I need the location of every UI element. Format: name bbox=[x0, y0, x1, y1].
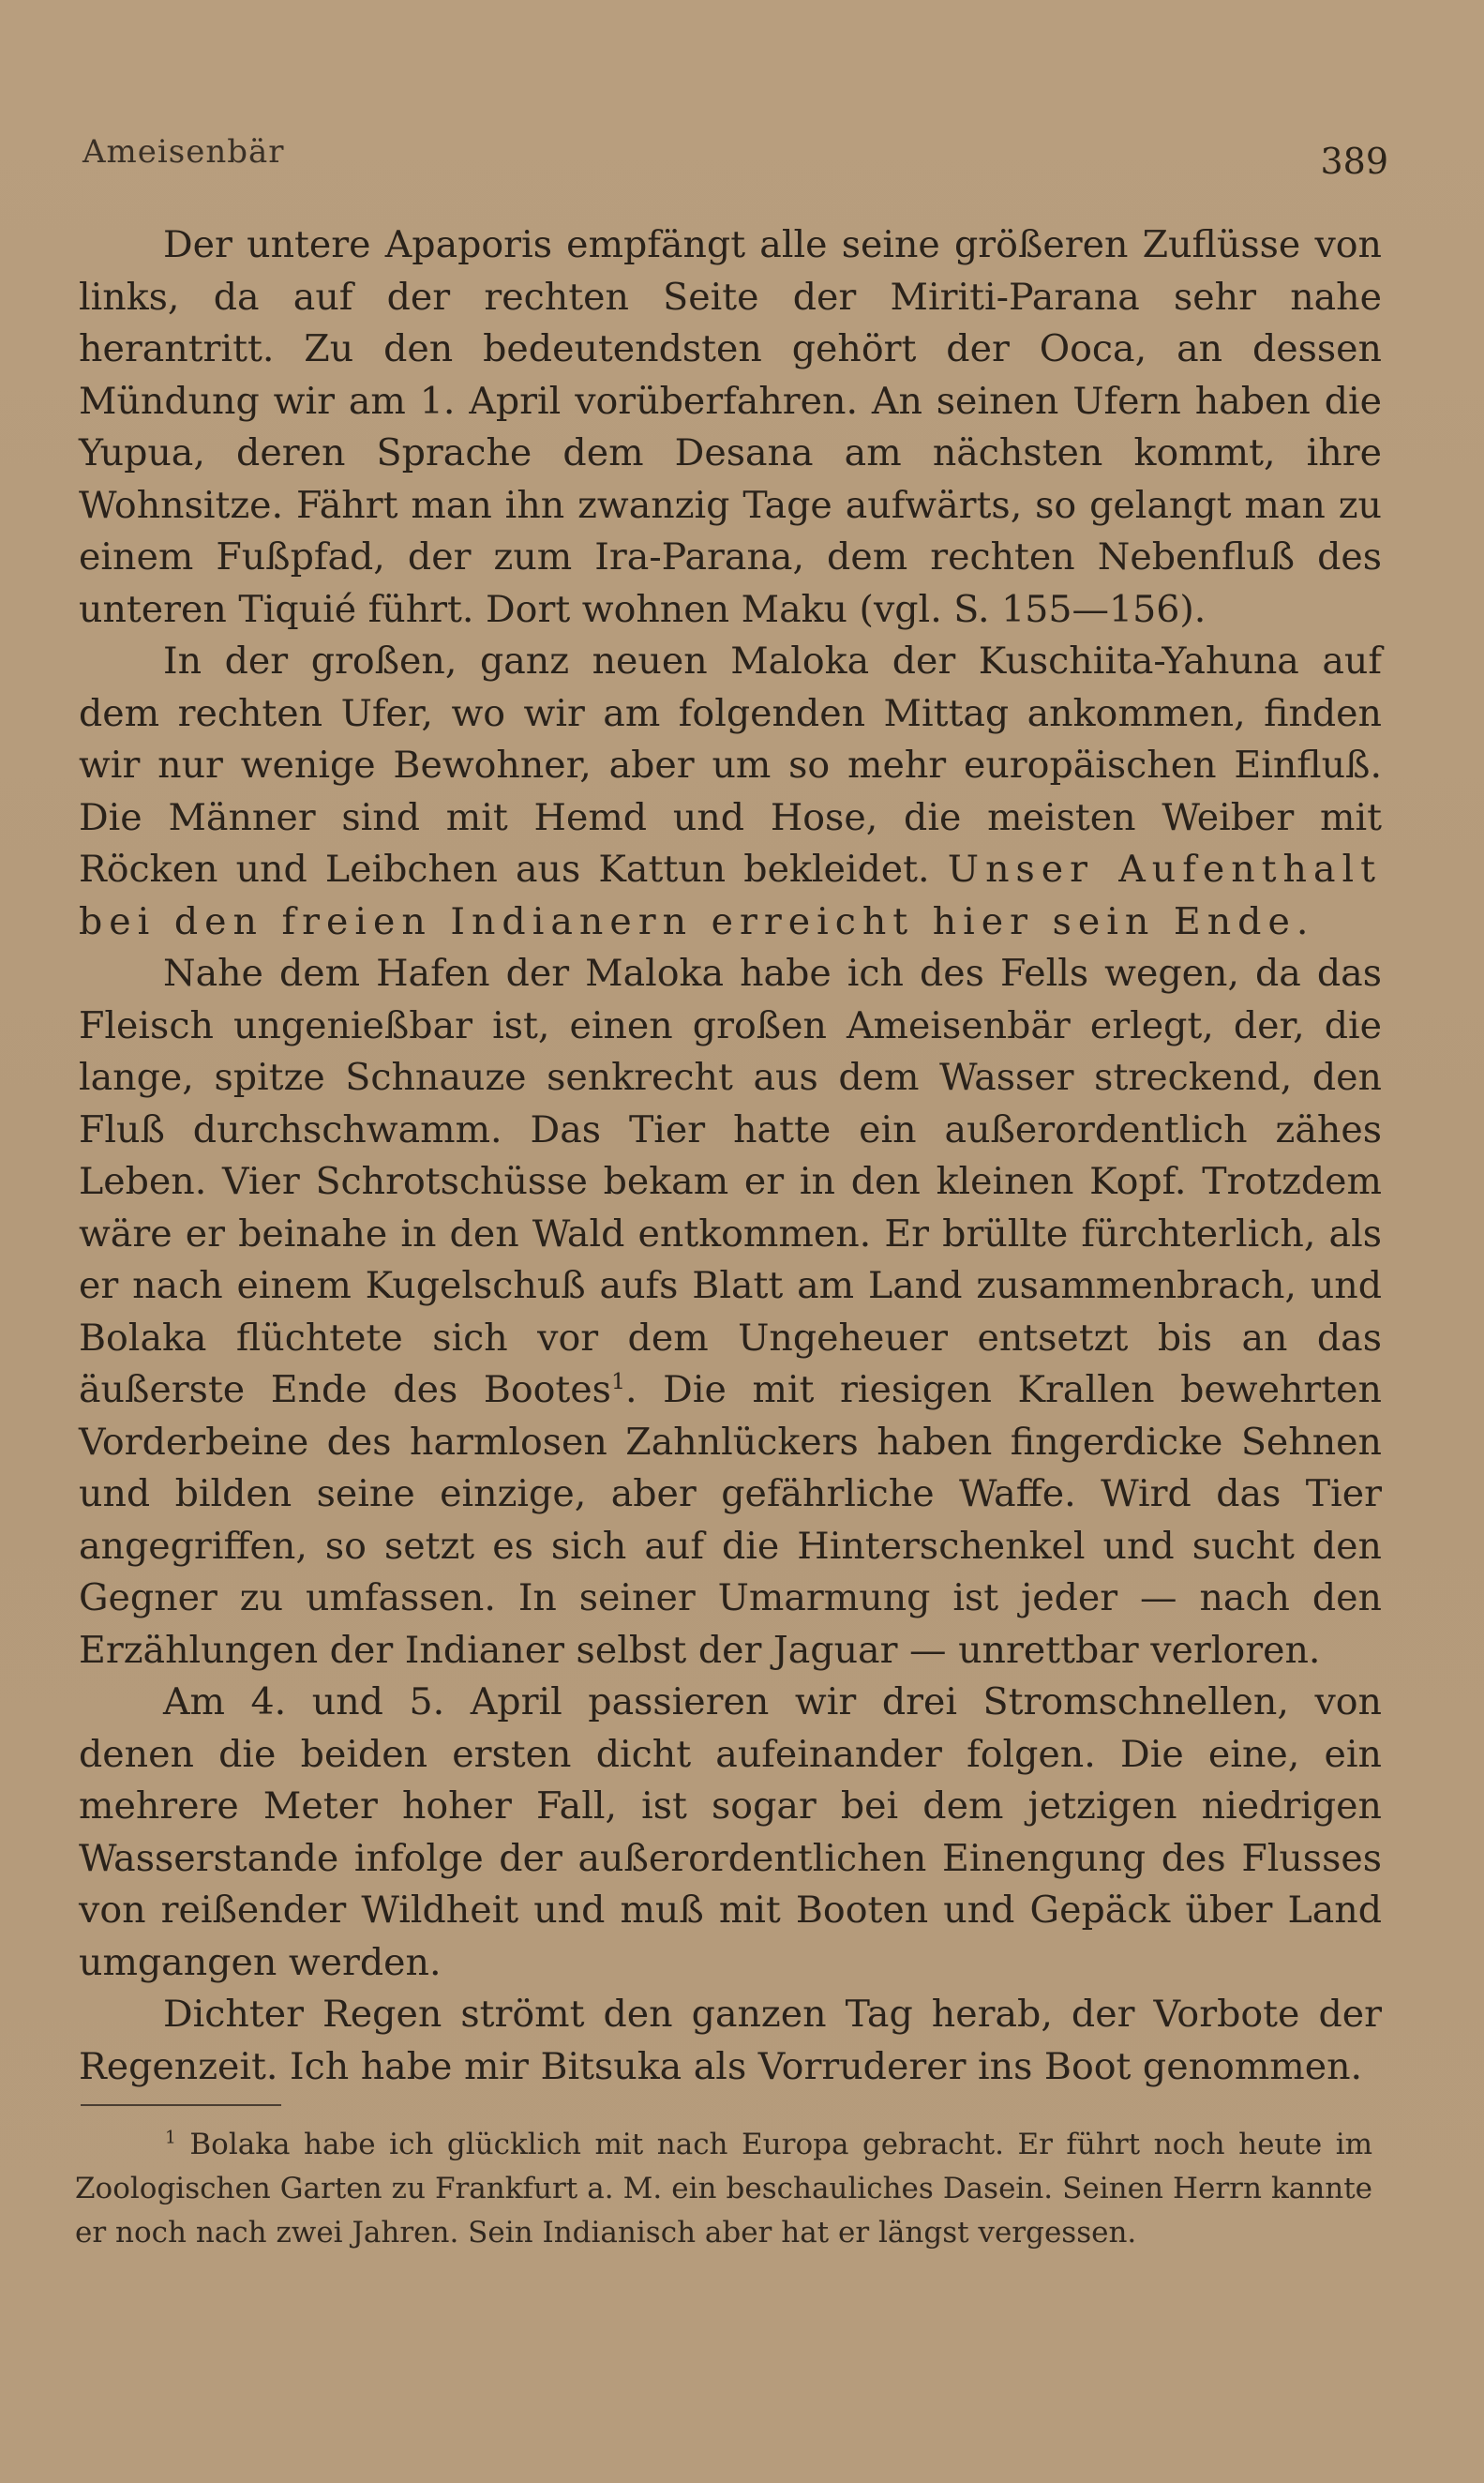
paragraph-5: Dichter Regen strömt den ganzen Tag herab, der Vorbote der Regenzeit. Ich habe mir Bitsuka als Vorruderer ins Boot genommen. bbox=[79, 1993, 1382, 2088]
footnote-marker: 1 bbox=[165, 2128, 176, 2148]
paragraph-1: Der untere Apaporis empfängt alle seine größeren Zuflüsse von links, da auf der rechten Seite der Miriti-Parana sehr nahe herantritt. Zu den bedeutendsten gehört der Ooca, an dessen Mündung wir am 1. April vorüberfahren. An seinen Ufern haben die Yupua, deren Sprache dem Desana am nächsten kommt, ihre Wohnsitze. Fährt man ihn zwanzig Tage aufwärts, so gelangt man zu einem Fußpfad, der zum Ira-Parana, dem rechten Nebenfluß des unteren Tiquié führt. Dort wohnen Maku (vgl. S. 155—156). bbox=[79, 223, 1382, 631]
body-text bbox=[79, 219, 1382, 2093]
paragraph-3-text-b: . Die mit riesigen Krallen bewehrten Vorderbeine des harmlosen Zahnlückers haben fingerdicke Sehnen und bilden seine einzige, aber gefährliche Waffe. Wird das Tier angegriffen, so setzt es sich auf die Hinterschenkel und sucht den Gegner zu umfassen. In seiner Umarmung ist jeder — nach den Erzählungen der Indianer selbst der Jaguar — unrettbar verloren. bbox=[79, 1368, 1382, 1672]
footnote-reference: 1 bbox=[610, 1367, 626, 1394]
paragraph-2-spaced-emphasis: Unser Aufenthalt bei den freien Indianern erreicht hier sein Ende. bbox=[79, 848, 1382, 943]
running-title: Ameisenbär bbox=[82, 133, 285, 171]
paragraph-3 bbox=[79, 948, 1382, 1677]
footnote-text: Bolaka habe ich glücklich mit nach Europa gebracht. Er führt noch heute im Zoologischen Garten zu Frankfurt a. M. ein beschauliches Dasein. Seinen Herrn kannte er noch nach zwei Jahren. Sein Indianisch aber hat er längst vergessen. bbox=[75, 2128, 1373, 2250]
paragraph-3-text-a: Nahe dem Hafen der Maloka habe ich des Fells wegen, da das Fleisch ungenießbar ist, einen großen Ameisenbär erlegt, der, die lange, spitze Schnauze senkrecht aus dem Wasser streckend, den Fluß durchschwamm. Das Tier hatte ein außerordentlich zähes Leben. Vier Schrotschüsse bekam er in den kleinen Kopf. Trotzdem wäre er beinahe in den Wald entkommen. Er brüllte fürchterlich, als er nach einem Kugelschuß aufs Blatt am Land zusammenbrach, und Bolaka flüchtete sich vor dem Ungeheuer entsetzt bis an das äußerste Ende des Bootes bbox=[79, 952, 1382, 1411]
footnote-divider bbox=[81, 2104, 281, 2106]
footnote bbox=[75, 2123, 1372, 2255]
paragraph-2 bbox=[79, 636, 1382, 948]
paragraph-2-text: In der großen, ganz neuen Maloka der Kuschiita-Yahuna auf dem rechten Ufer, wo wir am folgenden Mittag ankommen, finden wir nur wenige Bewohner, aber um so mehr europäischen Einfluß. Die Männer sind mit Hemd und Hose, die meisten Weiber mit Röcken und Leibchen aus Kattun bekleidet. bbox=[79, 640, 1382, 891]
paragraph-4: Am 4. und 5. April passieren wir drei Stromschnellen, von denen die beiden ersten dicht aufeinander folgen. Die eine, ein mehrere Meter hoher Fall, ist sogar bei dem jetzigen niedrigen Wasserstande infolge der außerordentlichen Einengung des Flusses von reißender Wildheit und muß mit Booten und Gepäck über Land umgangen werden. bbox=[79, 1680, 1382, 1984]
page-number: 389 bbox=[1320, 141, 1388, 182]
